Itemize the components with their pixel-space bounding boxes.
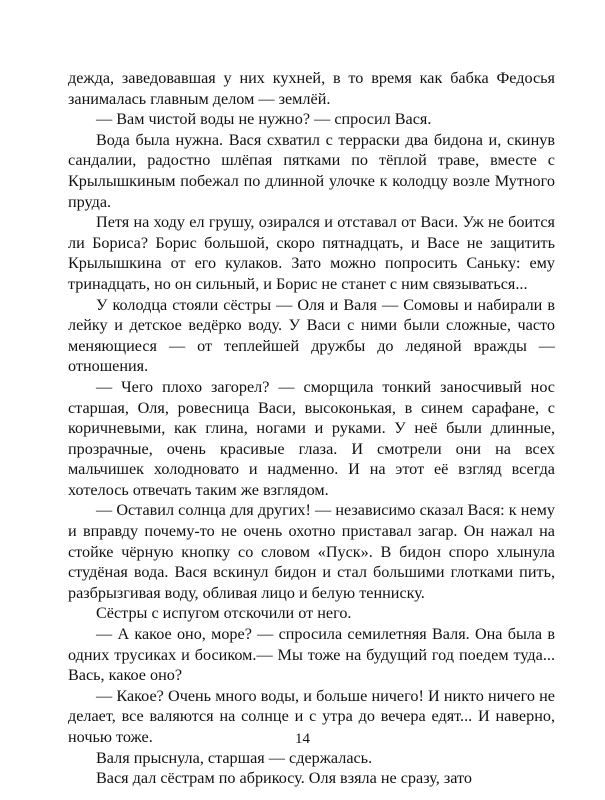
paragraph: Сёстры с испугом отскочили от него.	[96, 604, 352, 623]
paragraph: дежда, заведовавшая у них кухней, в то время как бабка Федосья занималась главным делом — землёй.	[68, 69, 555, 108]
paragraph: Петя на ходу ел грушу, озирался и отставал от Васи. Уж не боится ли Бориса? Борис большой, скоро пятнадцать, и Васе не защитить Крылышкина от его кулаков. Зато можно попросить Саньку: ему тринадцать, но он сильный, и Борис не станет с ним связываться...	[68, 213, 555, 293]
body-text	[68, 68, 555, 789]
page-number: 14	[295, 731, 310, 747]
paragraph: Вася дал сёстрам по абрикосу. Оля взяла не сразу, зато	[96, 769, 472, 788]
paragraph: — Какое? Очень много воды, и больше ничего! И никто ничего не делает, все валяются на солнце и с утра до вечера едят... И наверно, ночью тоже.	[68, 686, 555, 746]
paragraph: — А какое оно, море? — спросила семилетняя Валя. Она была в одних трусиках и босиком.— Мы тоже на будущий год поедем туда... Вась, какое оно?	[68, 625, 555, 685]
paragraph: — Вам чистой воды не нужно? — спросил Вася.	[96, 110, 432, 129]
paragraph: Валя прыснула, старшая — сдержалась.	[96, 748, 373, 767]
paragraph: Вода была нужна. Вася схватил с терраски два бидона и, скинув сандалии, радостно шлёпая пятками по тёплой траве, вместе с Крылышкиным побежал по длинной улочке к колодцу возле Мутного пруда.	[68, 130, 555, 211]
paragraph: У колодца стояли сёстры — Оля и Валя — Сомовы и набирали в лейку и детское ведёрко воду. У Васи с ними были сложные, часто меняющиеся — от теплейшей дружбы до ледяной вражды — отношения.	[68, 295, 555, 376]
paragraph: — Чего плохо загорел? — сморщила тонкий заносчивый нос старшая, Оля, ровесница Васи, высоконькая, в синем сарафане, с коричневыми, как глина, ногами и руками. У неё были длинные, прозрачные, очень красивые глаза. И смотрели они на всех мальчишек холодновато и надменно. И на этот её взгляд всегда хотелось отвечать таким же взглядом.	[68, 377, 555, 499]
paragraph: — Оставил солнца для других! — независимо сказал Вася: к нему и вправду почему-то не очень охотно приставал загар. Он нажал на стойке чёрную кнопку со словом «Пуск». В бидон споро хлынула студёная вода. Вася вскинул бидон и стал большими глотками пить, разбрызгивая воду, обливая лицо и белую тенниску.	[68, 501, 555, 602]
